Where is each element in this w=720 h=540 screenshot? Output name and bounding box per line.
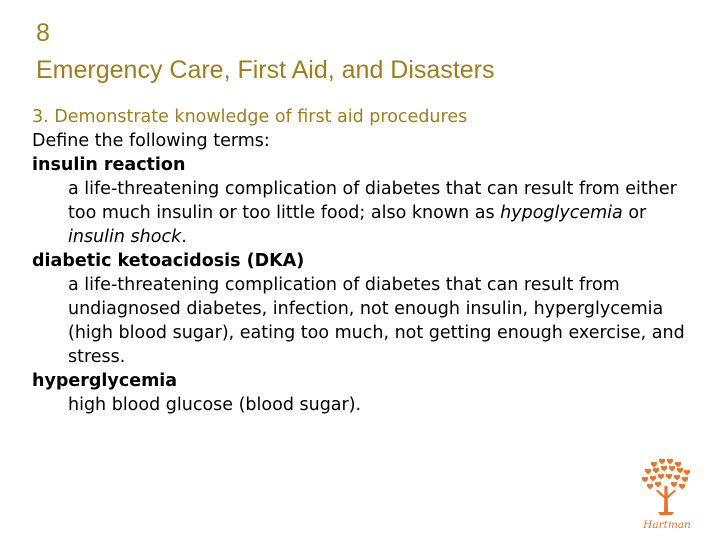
definition-text: a life-threatening complication of diabetes that can result from either too much insulin or too little food; also known as (68, 179, 677, 223)
definition-connector: or (622, 203, 647, 223)
definition-insulin-reaction (32, 177, 692, 249)
hartman-logo (634, 456, 700, 532)
chapter-number: 8 (36, 19, 50, 47)
definition-hyperglycemia: high blood glucose (blood sugar). (68, 395, 362, 415)
term-hyperglycemia: hyperglycemia (32, 371, 178, 391)
intro-text: Define the following terms: (32, 131, 270, 151)
learning-objective: 3. Demonstrate knowledge of first aid procedures (32, 107, 468, 127)
definition-end: . (181, 227, 187, 247)
slide-content (32, 105, 692, 417)
term-hypoglycemia-italic: hypoglycemia (500, 203, 623, 223)
heart-tree-icon (642, 459, 690, 515)
chapter-title: Emergency Care, First Aid, and Disasters (36, 56, 495, 84)
term-diabetic-ketoacidosis: diabetic ketoacidosis (DKA) (32, 251, 305, 271)
term-insulin-shock-italic: insulin shock (68, 227, 182, 247)
definition-diabetic-ketoacidosis: a life-threatening complication of diabetes that can result from undiagnosed diabetes, infection, not enough insulin, hyperglycemia (high blood sugar), eating too much, not getting enough exercise, and stress. (68, 275, 685, 367)
term-insulin-reaction: insulin reaction (32, 155, 186, 175)
logo-text: Hartman (643, 519, 691, 531)
